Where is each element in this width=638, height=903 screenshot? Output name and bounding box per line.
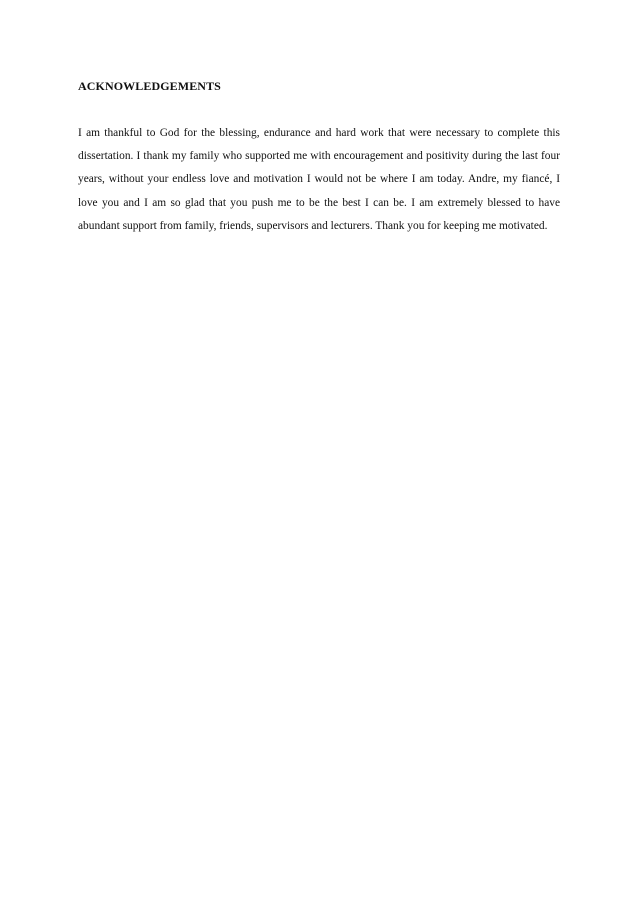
section-heading: ACKNOWLEDGEMENTS [78, 79, 221, 93]
page-content [78, 76, 560, 238]
acknowledgement-paragraph: I am thankful to God for the blessing, endurance and hard work that were necessary to complete this dissertation. I thank my family who supported me with encouragement and positivity during the last four years, without your endless love and motivation I would not be where I am today. Andre, my fiancé, I love you and I am so glad that you push me to be the best I can be. I am extremely blessed to have abundant support from family, friends, supervisors and lecturers. Thank you for keeping me motivated. [78, 127, 560, 232]
